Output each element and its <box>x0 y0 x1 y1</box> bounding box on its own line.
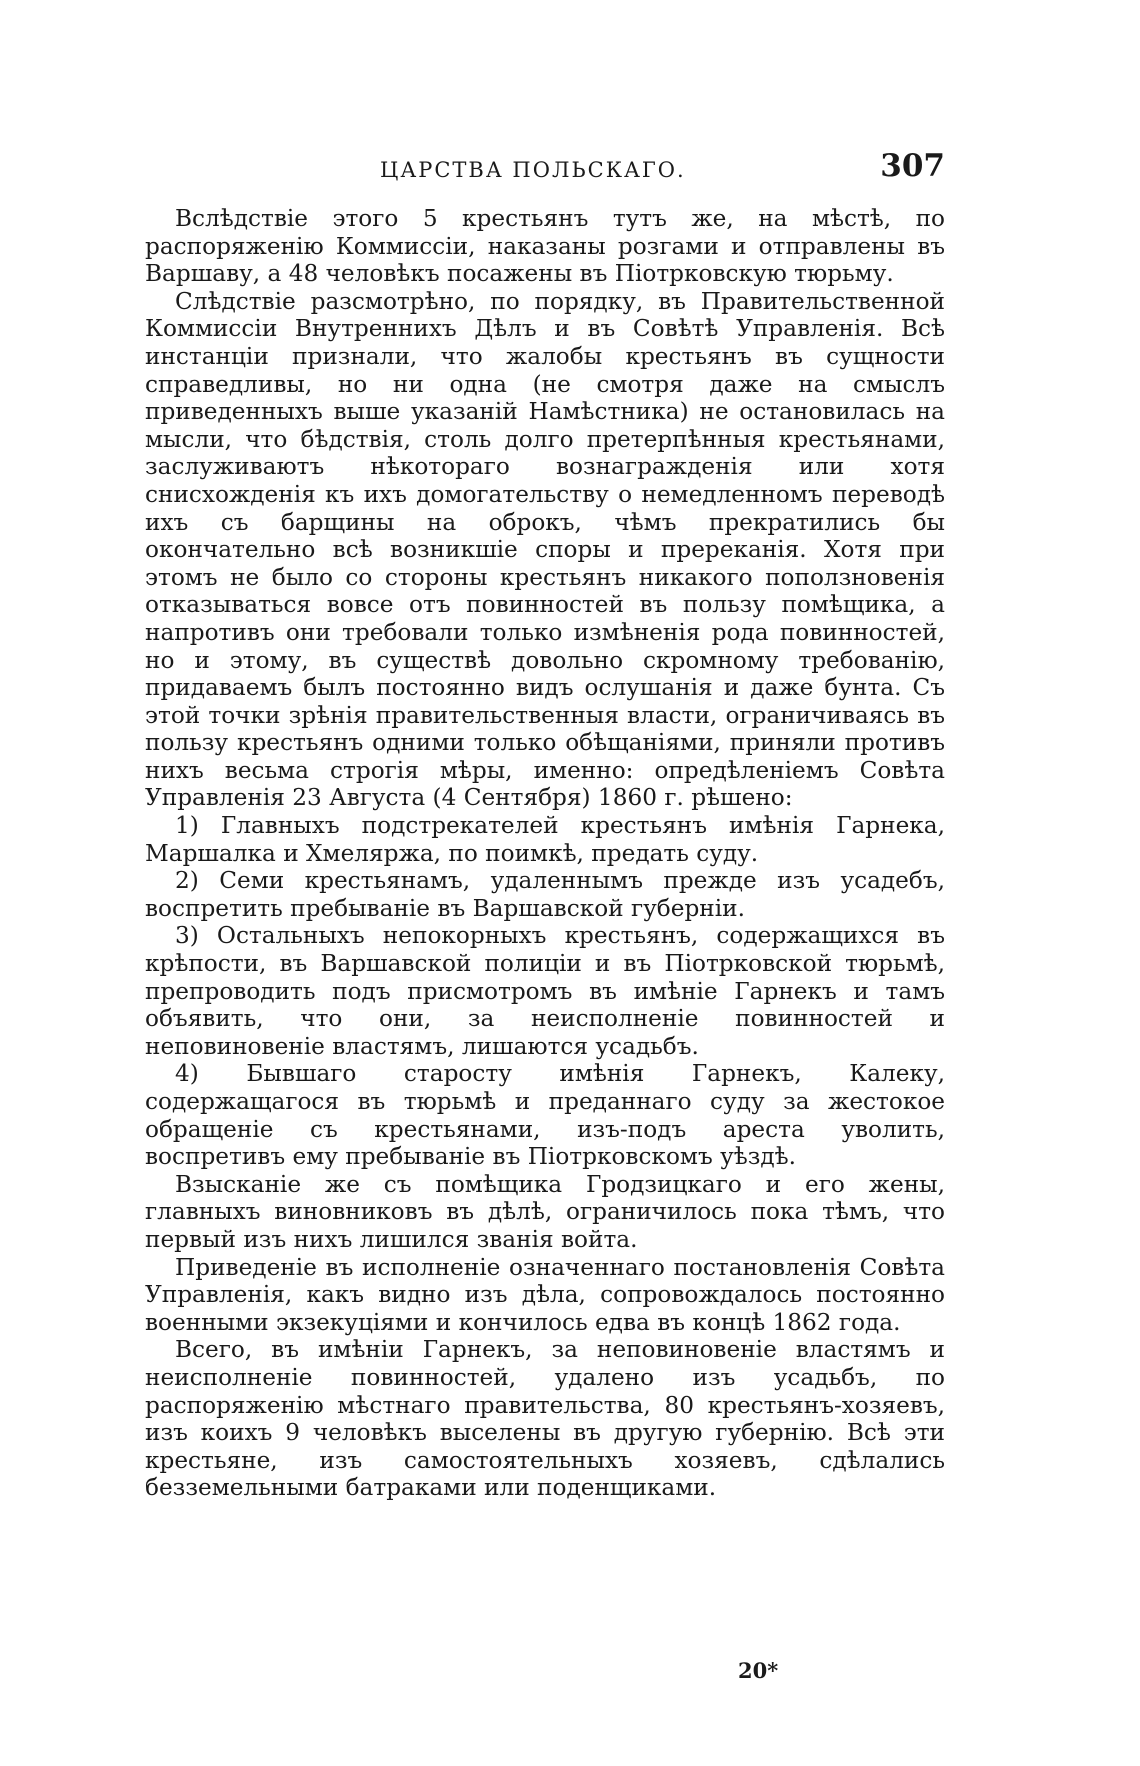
paragraph: Вслѣдствіе этого 5 крестьянъ тутъ же, на мѣстѣ, по распоряженію Коммиссіи, наказаны розгами и отправлены въ Варшаву, а 48 человѣкъ посажены въ Піотрковскую тюрьму. <box>145 205 945 288</box>
paragraph: Слѣдствіе разсмотрѣно, по порядку, въ Правительственной Коммиссіи Внутреннихъ Дѣлъ и въ Совѣтѣ Управленія. Всѣ инстанціи признали, что жалобы крестьянъ въ сущности справедливы, но ни одна (не смотря даже на смыслъ приведенныхъ выше указаній Намѣстника) не остановилась на мысли, что бѣдствія, столь долго претерпѣнныя крестьянами, заслуживаютъ нѣкотораго вознагражденія или хотя снисхожденія къ ихъ домогательству о немедленномъ переводѣ ихъ съ барщины на оброкъ, чѣмъ прекратились бы окончательно всѣ возникшіе споры и пререканія. Хотя при этомъ не было со стороны крестьянъ никакого поползновенія отказываться вовсе отъ повинностей въ пользу помѣщика, а напротивъ они требовали только измѣненія рода повинностей, но и этому, въ существѣ довольно скромному требованію, придаваемъ былъ постоянно видъ ослушанія и даже бунта. Съ этой точки зрѣнія правительственныя власти, ограничиваясь въ пользу крестьянъ одними только обѣщаніями, приняли противъ нихъ весьма строгія мѣры, именно: опредѣленіемъ Совѣта Управленія 23 Августа (4 Сентября) 1860 г. рѣшено: <box>145 287 945 812</box>
list-item: 1) Главныхъ подстрекателей крестьянъ имѣнія Гарнека, Маршалка и Хмеляржа, по поимкѣ, предать суду. <box>145 812 945 867</box>
signature-mark: 20* <box>738 1658 779 1683</box>
page-header <box>145 148 945 188</box>
page-number: 307 <box>880 148 945 184</box>
list-item: 3) Остальныхъ непокорныхъ крестьянъ, содержащихся въ крѣпости, въ Варшавской полиціи и въ Піотрковской тюрьмѣ, препроводить подъ присмотромъ въ имѣніе Гарнекъ и тамъ объявить, что они, за неисполненіе повинностей и неповиновеніе властямъ, лишаются усадьбъ. <box>145 922 945 1060</box>
paragraph: Всего, въ имѣніи Гарнекъ, за неповиновеніе властямъ и неисполненіе повинностей, удалено изъ усадьбъ, по распоряженію мѣстнаго правительства, 80 крестьянъ-хозяевъ, изъ коихъ 9 человѣкъ выселены въ другую губернію. Всѣ эти крестьяне, изъ самостоятельныхъ хозяевъ, сдѣлались безземельными батраками или поденщиками. <box>145 1336 945 1502</box>
paragraph: Взысканіе же съ помѣщика Гродзицкаго и его жены, главныхъ виновниковъ въ дѣлѣ, ограничилось пока тѣмъ, что первый изъ нихъ лишился званія войта. <box>145 1170 945 1253</box>
running-title: ЦАРСТВА ПОЛЬСКАГО. <box>380 158 686 182</box>
list-item: 4) Бывшаго старосту имѣнія Гарнекъ, Калеку, содержащагося въ тюрьмѣ и преданнаго суду за жестокое обращеніе съ крестьянами, изъ-подъ ареста уволить, воспретивъ ему пребываніе въ Піотрковскомъ уѣздѣ. <box>145 1060 945 1171</box>
list-item: 2) Семи крестьянамъ, удаленнымъ прежде изъ усадебъ, воспретить пребываніе въ Варшавской губерніи. <box>145 867 945 922</box>
paragraph: Приведеніе въ исполненіе означеннаго постановленія Совѣта Управленія, какъ видно изъ дѣла, сопровождалось постоянно военными экзекуціями и кончилось едва въ концѣ 1862 года. <box>145 1253 945 1336</box>
body-text <box>145 205 945 1502</box>
